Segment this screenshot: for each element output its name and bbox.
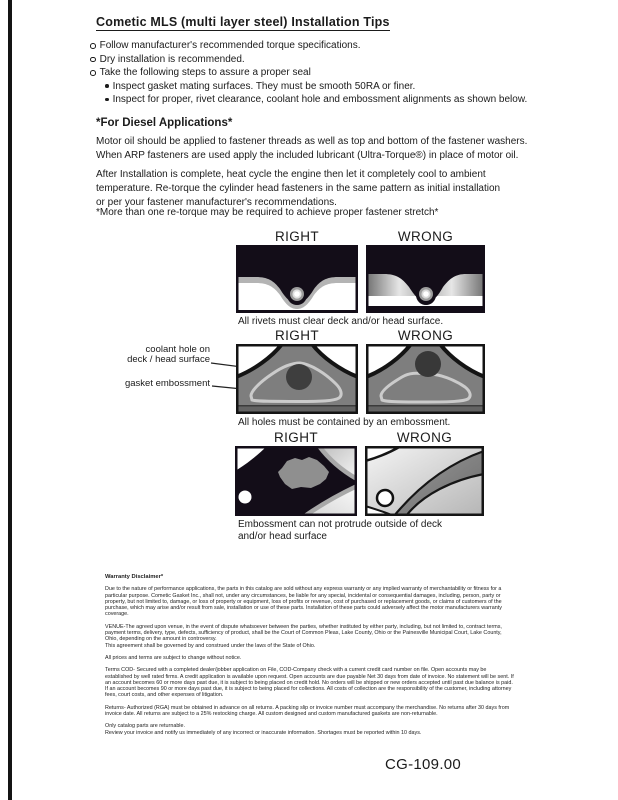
wrong-label: WRONG — [396, 430, 453, 445]
warranty-disclaimer-block — [105, 574, 515, 736]
hole-containment-row — [236, 328, 485, 429]
filled-bullet-icon — [105, 84, 109, 88]
protrusion-wrong-diagram — [365, 446, 484, 516]
wrong-label: WRONG — [397, 229, 454, 244]
right-label: RIGHT — [275, 229, 319, 244]
warranty-heading: Warranty Disclaimer* — [105, 574, 164, 580]
row1-caption: All rivets must clear deck and/or head surface. — [238, 316, 444, 327]
warranty-paragraph: Review your invoice and notify us immediately of any incorrect or inaccurate information. Shortages must be reported within 10 days. — [105, 729, 422, 736]
warranty-paragraph: Only catalog parts are returnable. — [105, 723, 186, 730]
paragraph-line: Motor oil should be applied to fastener threads as well as top and bottom of the fastener washers. — [96, 136, 528, 147]
caption-line: and/or head surface — [238, 530, 327, 542]
coolant-hole-annotation — [98, 345, 210, 365]
right-label: RIGHT — [274, 430, 318, 445]
bullet-item — [90, 39, 527, 53]
row2-caption: All holes must be contained by an embossment. — [238, 417, 451, 428]
row3-caption — [238, 519, 484, 542]
warranty-paragraph: Returns- Authorized (RGA) must be obtained in advance on all returns. A packing slip or invoice number must accompany the merchandise. No returns after 30 days from invoice date. All returns are subject to a 25% restocking charge. All custom designed and custom manufactured gaskets are non-returnable. — [105, 704, 510, 718]
warranty-paragraph: Terms COD- Secured with a completed dealer/jobber application on File, COD-Company check with a current credit card number on file. Open accounts may be established by well rated firms. A credit application is available upon request. Open accounts are due payable Net 30 days from date of invoice. No statement will be sent. If an account becomes 60 or more days past due, it is subject to being placed on credit hold. No orders will be shipped or new orders accepted until past due balance is paid. If an account becomes 90 or more days past due, it is subject to being placed for collections. All costs of collection are the responsibility of the customer, including attorney fees, court costs, and other expenses of litigation. — [105, 667, 514, 699]
sub-bullet-item — [105, 80, 527, 94]
diesel-heading: *For Diesel Applications* — [96, 117, 233, 129]
protrusion-right-diagram — [235, 446, 357, 516]
diesel-paragraph-1 — [96, 135, 527, 163]
gasket-embossment-annotation: gasket embossment — [124, 378, 210, 389]
bolt-hole — [377, 490, 393, 506]
paragraph-line: or per your fastener manufacturer's recommendations. — [96, 197, 337, 208]
rivet-right-diagram — [236, 245, 358, 313]
rivet-wrong-diagram — [366, 245, 485, 313]
bullet-text: Dry installation is recommended. — [99, 53, 245, 65]
row1-labels — [236, 229, 485, 244]
right-label: RIGHT — [275, 328, 319, 343]
row2-labels — [236, 328, 485, 343]
page-edge-bar — [8, 0, 12, 800]
coolant-hole — [415, 351, 441, 377]
bullet-item — [90, 53, 527, 67]
protrusion-row — [235, 430, 484, 542]
row3-labels — [235, 430, 484, 445]
embossment-wrong-diagram — [366, 344, 485, 414]
retorque-note: *More than one re-torque may be required to achieve proper fastener stretch* — [96, 207, 439, 218]
warranty-paragraph: VENUE-The agreed upon venue, in the event of dispute whatsoever between the parties, whether instituted by either party, including, but not limited to, contract terms, payment terms, delivery, type, defects, sufficiency of product, shall be the Court of Common Pleas, Lake County, Ohio or the Painesville Municipal Court, Lake County, Ohio, depending on the amount in controversy. — [105, 623, 502, 643]
paragraph-line: After Installation is complete, heat cycle the engine then let it completely cool to ambient — [96, 169, 486, 180]
bullet-text: Take the following steps to assure a proper seal — [99, 67, 311, 78]
wrong-label: WRONG — [397, 328, 454, 343]
sub-bullet-text: Inspect gasket mating surfaces. They must be smooth 50RA or finer. — [112, 80, 416, 92]
sub-bullet-item — [105, 93, 527, 107]
warranty-paragraph: This agreement shall be governed by and construed under the laws of the State of Ohio. — [105, 642, 316, 649]
sub-bullet-text: Inspect for proper, rivet clearance, coolant hole and embossment alignments as shown below. — [112, 94, 528, 105]
warranty-paragraph: All prices and terms are subject to change without notice. — [105, 654, 242, 661]
page-code: CG-109.00 — [385, 756, 462, 773]
annotation-line: coolant hole on — [145, 344, 210, 355]
bullet-text: Follow manufacturer's recommended torque specifications. — [99, 40, 361, 51]
open-circle-bullet-icon — [90, 70, 96, 76]
bullet-item — [90, 66, 527, 80]
open-circle-bullet-icon — [90, 43, 96, 49]
tips-bullet-list — [90, 39, 527, 107]
paragraph-line: temperature. Re-torque the cylinder head fasteners in the same pattern as initial installation — [96, 183, 501, 194]
warranty-paragraph: Due to the nature of performance applications, the parts in this catalog are sold without any express warranty or any implied warranty of merchantability or fitness for a particular purpose. Cometic Gasket Inc., shall not, under any circumstances, be liable for any special, incidental or consequential damages, including, person, party or property, but not limited to, damage, or loss of property or equipment, loss of profits or revenue, cost of purchased or replacement goods, or claims of customers of the purchase, which may arise and/or result from sale, installation or use of these parts. Installation of these parts could adversely affect the motor manufacturers warranty coverage. — [105, 586, 502, 618]
filled-bullet-icon — [105, 98, 109, 102]
embossment-right-diagram — [236, 344, 358, 414]
coolant-hole — [286, 364, 312, 390]
rivet-clearance-row — [236, 229, 485, 328]
diesel-paragraph-2 — [96, 168, 500, 210]
bolt-hole — [239, 491, 252, 504]
paragraph-line: When ARP fasteners are used apply the included lubricant (Ultra-Torque®) in place of motor oil. — [96, 150, 519, 161]
annotation-line: deck / head surface — [127, 354, 210, 365]
page-title: Cometic MLS (multi layer steel) Installation Tips — [96, 15, 390, 29]
open-circle-bullet-icon — [90, 57, 96, 63]
caption-line: Embossment can not protrude outside of deck — [238, 519, 443, 530]
